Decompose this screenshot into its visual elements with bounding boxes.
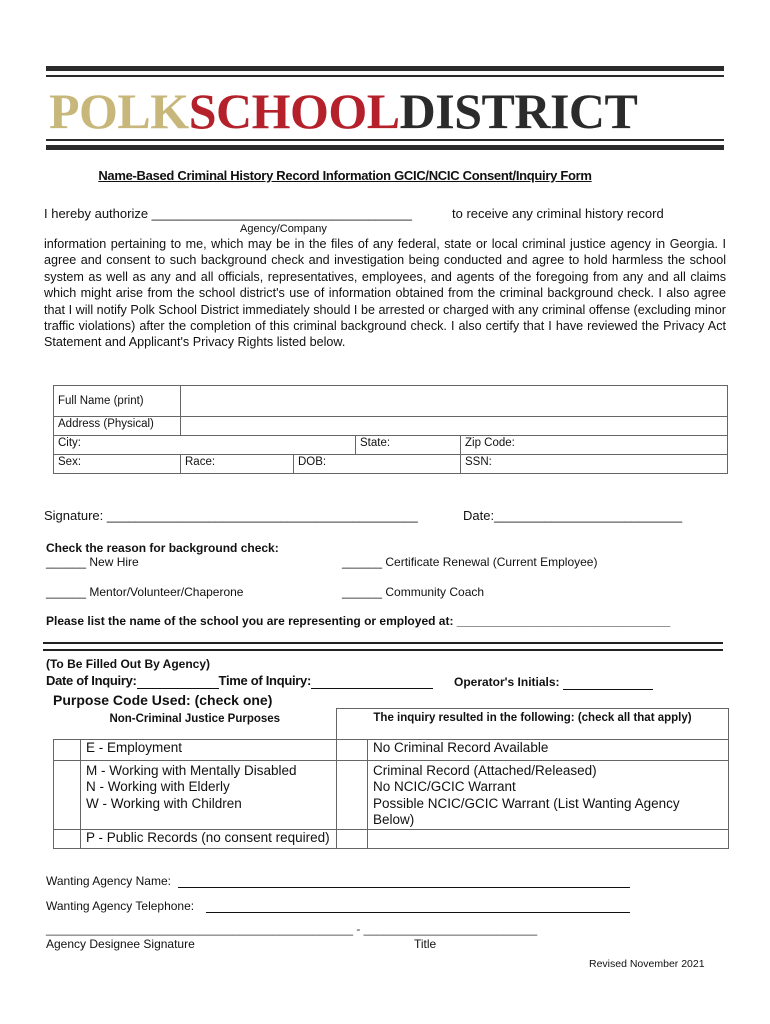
zip-field[interactable]: Zip Code: (461, 436, 728, 455)
no-record-result: No Criminal Record Available (368, 739, 729, 760)
authorize-suffix: to receive any criminal history record (452, 206, 664, 221)
results-checkboxes[interactable] (337, 760, 368, 829)
address-field[interactable] (181, 417, 728, 436)
no-warrant-result: No NCIC/GCIC Warrant (373, 779, 516, 794)
mentor-option[interactable]: ______ Mentor/Volunteer/Chaperone (46, 585, 244, 599)
operator-initials-field[interactable] (563, 675, 653, 690)
date-line[interactable]: Date:__________________________ (463, 508, 683, 523)
operator-initials-label: Operator's Initials: (454, 675, 560, 689)
form-title: Name-Based Criminal History Record Information GCIC/NCIC Consent/Inquiry Form (98, 168, 592, 183)
top-rule-thin (46, 75, 724, 77)
title-label: Title (414, 937, 437, 951)
code-w: W - Working with Children (86, 795, 242, 811)
date-of-inquiry-field[interactable] (137, 673, 219, 689)
code-m: M - Working with Mentally Disabled (86, 762, 297, 778)
revision-note: Revised November 2021 (589, 958, 705, 970)
designee-signature-line[interactable]: ______________________________________________ - __________________________ (46, 922, 538, 936)
bottom-rule-thin (46, 139, 724, 141)
wanting-agency-name-field[interactable] (178, 887, 630, 888)
district-logo: POLKSCHOOLDISTRICT (49, 83, 638, 139)
public-records-checkbox[interactable] (54, 829, 81, 848)
wanting-agency-name-label: Wanting Agency Name: (46, 874, 171, 888)
separator-bottom (43, 649, 723, 651)
ssn-field[interactable]: SSN: (461, 455, 728, 474)
purpose-table (53, 708, 729, 849)
applicant-info-table (53, 385, 728, 474)
reason-heading: Check the reason for background check: (46, 541, 279, 555)
results-header: The inquiry resulted in the following: (check all that apply) (337, 709, 729, 740)
new-hire-option[interactable]: ______ New Hire (46, 555, 139, 569)
bottom-rule-thick (46, 145, 724, 150)
race-field[interactable]: Race: (181, 455, 294, 474)
full-name-label: Full Name (print) (54, 386, 181, 417)
wanting-agency-name (46, 874, 171, 888)
top-rule-thick (46, 66, 724, 71)
non-criminal-header: Non-Criminal Justice Purposes (54, 709, 337, 740)
separator-top (43, 642, 723, 644)
designee-signature-label: Agency Designee Signature (46, 937, 195, 951)
extra-checkbox[interactable] (337, 829, 368, 848)
operator-initials (454, 675, 653, 690)
time-of-inquiry-field[interactable] (311, 673, 433, 689)
no-record-checkbox[interactable] (337, 739, 368, 760)
purpose-code-heading: Purpose Code Used: (check one) (53, 692, 273, 708)
public-records-code: P - Public Records (no consent required) (81, 829, 337, 848)
mnw-checkbox[interactable] (54, 760, 81, 829)
authorize-prefix: I hereby authorize ____________________________________ (44, 206, 412, 221)
agency-heading: (To Be Filled Out By Agency) (46, 657, 211, 671)
results-list (368, 760, 729, 829)
time-of-inquiry-label: Time of Inquiry: (218, 673, 312, 688)
date-of-inquiry-label: Date of Inquiry: (46, 673, 137, 688)
city-field[interactable]: City: (54, 436, 356, 455)
community-coach-option[interactable]: ______ Community Coach (342, 585, 485, 599)
certificate-renewal-option[interactable]: ______ Certificate Renewal (Current Employee) (342, 555, 598, 569)
possible-warrant-result: Possible NCIC/GCIC Warrant (List Wanting Agency Below) (373, 795, 680, 827)
wanting-agency-phone-field[interactable] (206, 912, 630, 913)
wanting-agency-phone-label: Wanting Agency Telephone: (46, 899, 195, 913)
extra-result (368, 829, 729, 848)
state-field[interactable]: State: (356, 436, 461, 455)
consent-paragraph: information pertaining to me, which may be in the files of any federal, state or local criminal justice agency in Georgia. I agree and consent to such background check and investigation being conducted and agree to hold harmless the school system as well as any and all officials, representatives, employees, and agents of the foregoing from any and all claims which might arise from the school district's use of information obtained from the criminal background check. I also agree that I will notify Polk School District immediately should I be arrested or charged with any criminal offense (excluding minor traffic violations) after the completion of this criminal background check. I also certify that I have reviewed the Privacy Act Statement and Applicant's Privacy Rights listed below. (44, 237, 726, 350)
employment-code: E - Employment (81, 739, 337, 760)
dob-field[interactable]: DOB: (294, 455, 461, 474)
wanting-agency-phone (46, 899, 194, 913)
employment-checkbox[interactable] (54, 739, 81, 760)
code-n: N - Working with Elderly (86, 779, 230, 794)
sex-field[interactable]: Sex: (54, 455, 181, 474)
signature-line[interactable]: Signature: ___________________________________________ (44, 508, 418, 523)
school-name-line[interactable]: Please list the name of the school you are representing or employed at: ________________________________ (46, 614, 671, 628)
full-name-field[interactable] (181, 386, 728, 417)
inquiry-line (46, 673, 433, 689)
address-label: Address (Physical) (54, 417, 181, 436)
record-released-result: Criminal Record (Attached/Released) (373, 762, 597, 778)
mnw-codes (81, 760, 337, 829)
agency-caption: Agency/Company (240, 223, 327, 235)
